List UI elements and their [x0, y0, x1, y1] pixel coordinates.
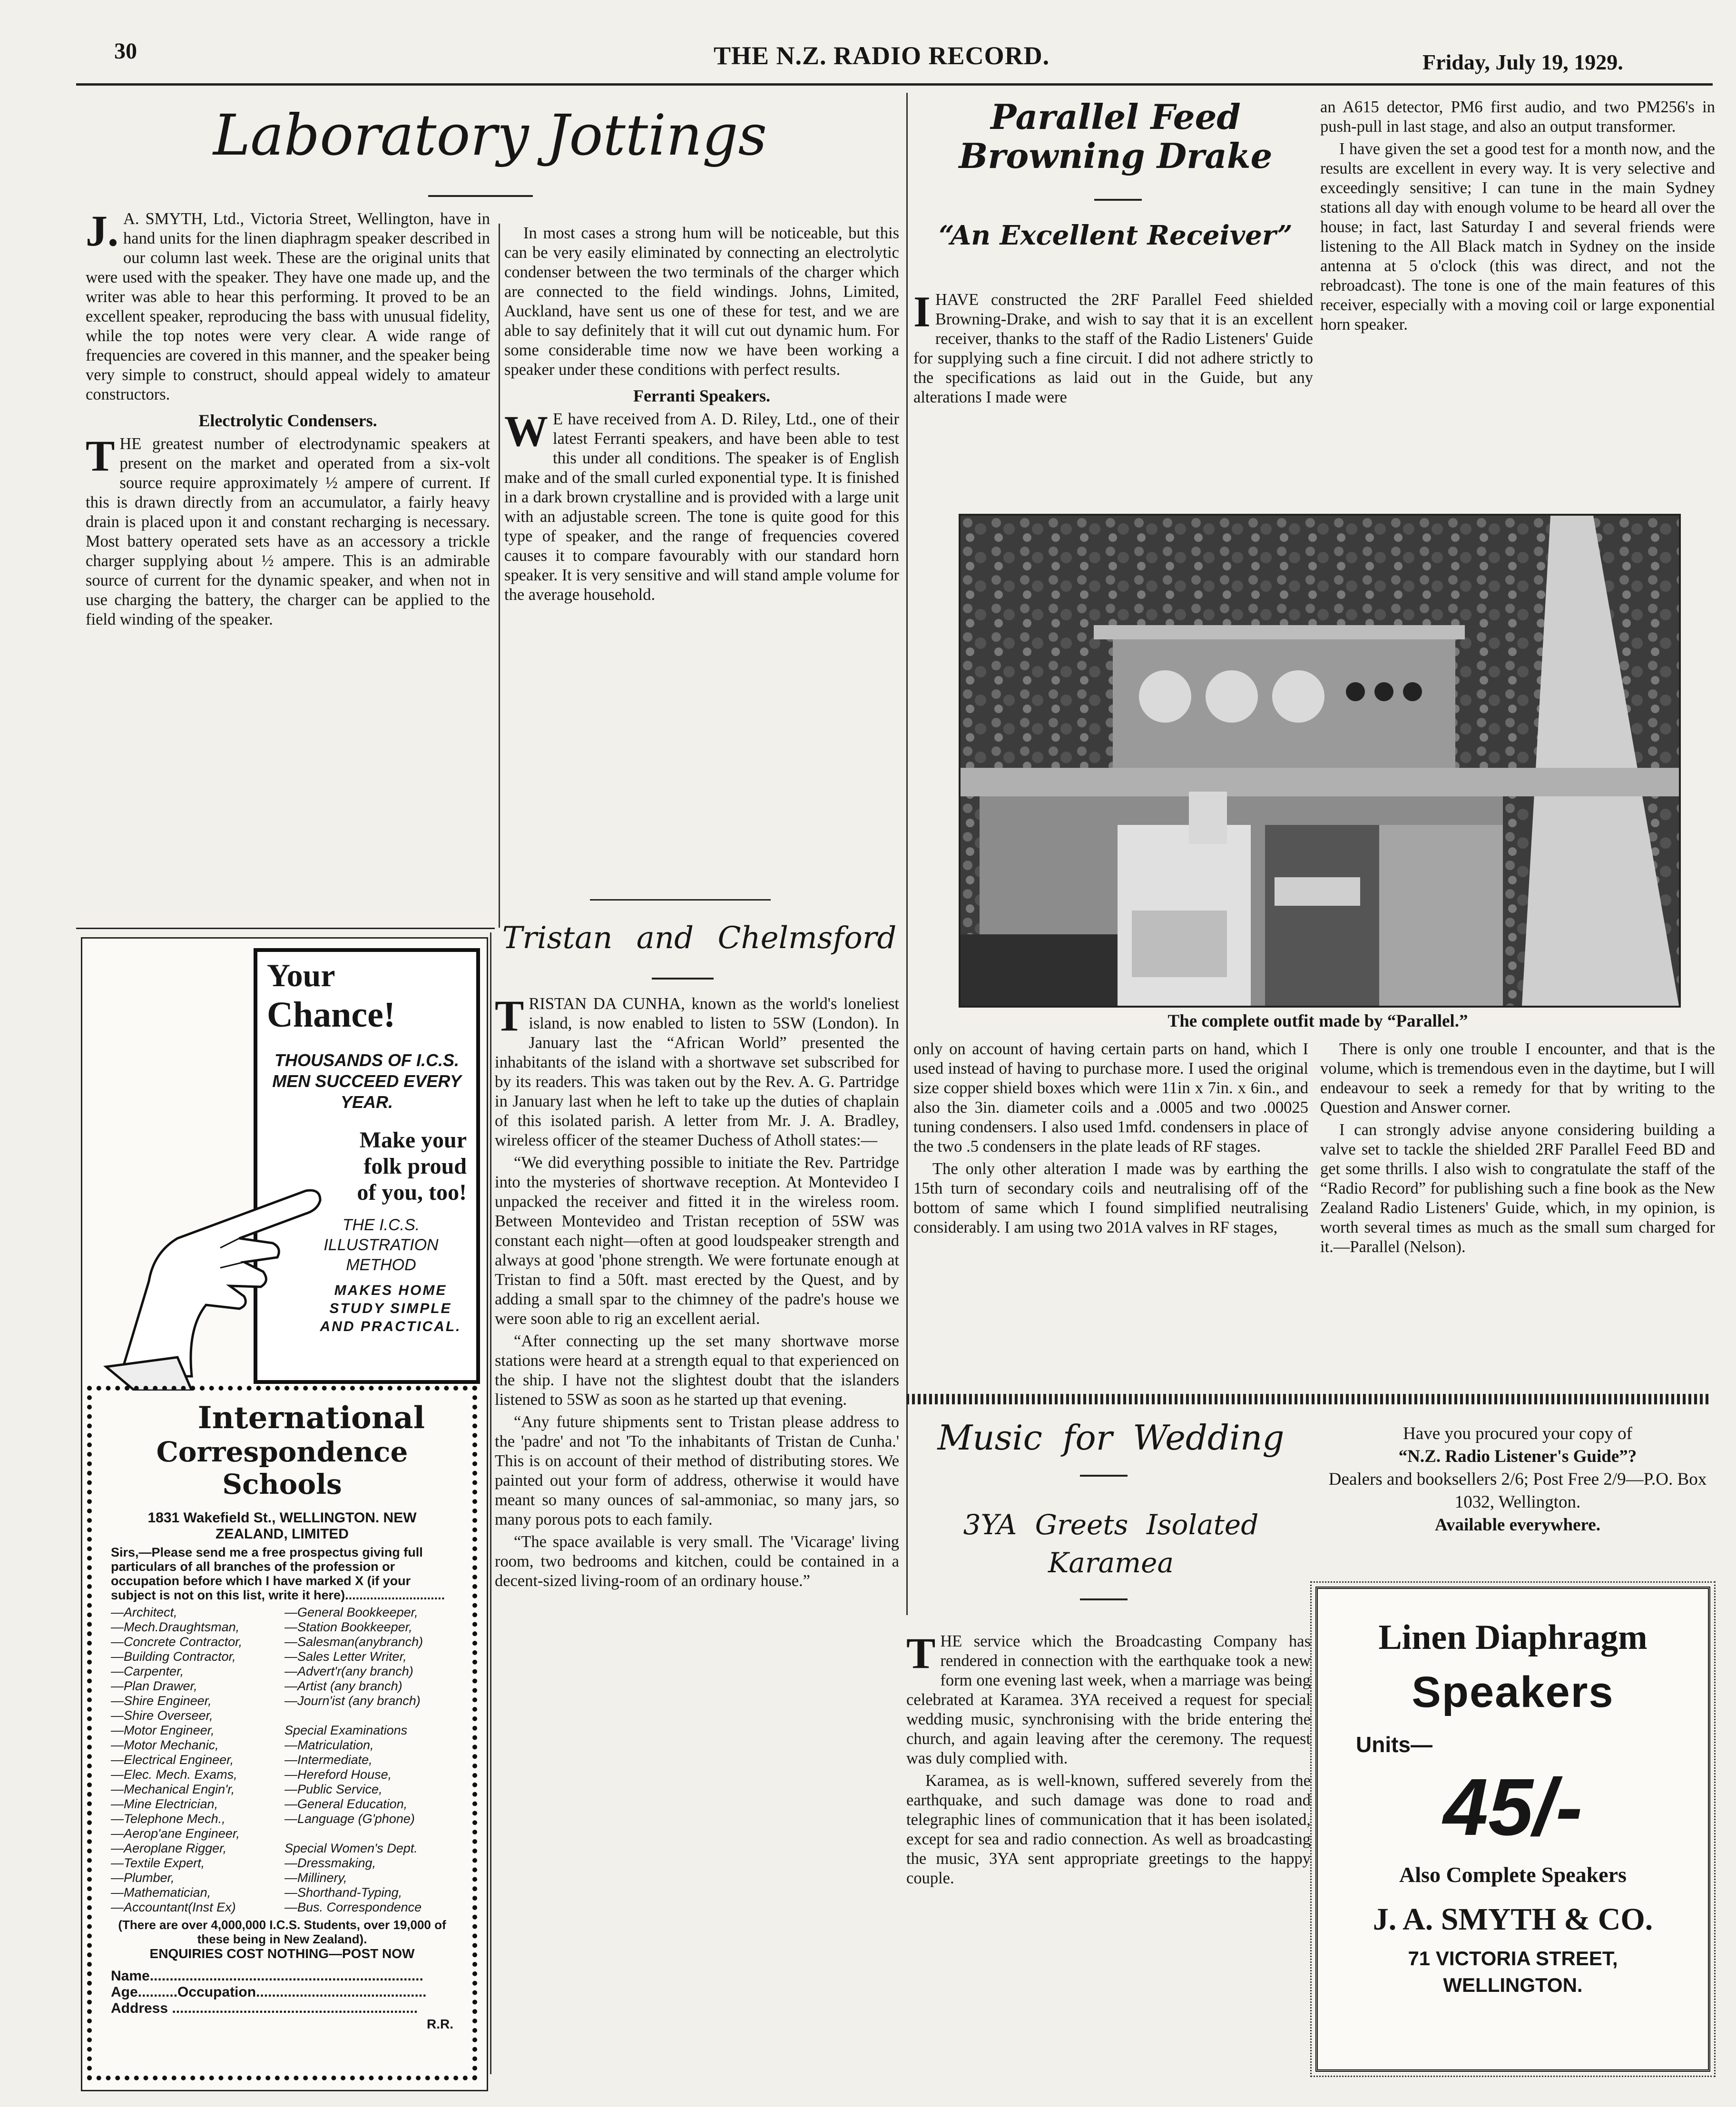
- ics-address-field[interactable]: Address ..............................................................: [111, 2000, 418, 2016]
- browning-col1: [913, 287, 1313, 410]
- ics-chance: Chance!: [267, 995, 396, 1035]
- ics-course-item[interactable]: —Language (G'phone): [284, 1812, 415, 1826]
- ics-course-item[interactable]: —Mine Electrician,: [111, 1797, 218, 1811]
- guide-line-2: “N.Z. Radio Listener's Guide”?: [1398, 1447, 1637, 1466]
- browning-col3-a: only on account of having certain parts on hand, which I used instead of having to purchase more. I used the original size copper shield boxes which were 11in x 7in. x 6in., and also the 3in. diameter coils and a .0005 and two .00025 tuning condensers. I also used 1mfd. condensers in place of the two .5 condensers in the plate leads of RF stages.: [913, 1040, 1308, 1156]
- tristan-title: Tristan and Chelmsford: [502, 921, 897, 956]
- browning-col3-b: The only other alteration I made was by earthing the 15th turn of secondary coils and neutralising off of the bottom of same which I found simplified neutralising considerably. I am using two 201A valves in RF stages,: [913, 1160, 1308, 1236]
- photo-caption: The complete outfit made by “Parallel.”: [1167, 1011, 1468, 1031]
- ics-course-item[interactable]: —Millinery,: [284, 1871, 347, 1885]
- ics-course-item[interactable]: —Journ'ist (any branch): [284, 1694, 421, 1708]
- smyth-line-2: Speakers: [1412, 1668, 1614, 1716]
- ics-course-item[interactable]: —Plan Drawer,: [111, 1679, 197, 1693]
- browning-subtitle: “An Excellent Receiver”: [939, 220, 1293, 251]
- browning-title: Parallel Feed Browning Drake: [959, 97, 1273, 176]
- lab-title: Laboratory Jottings: [213, 102, 767, 168]
- smyth-line-1: Linen Diaphragm: [1378, 1618, 1648, 1657]
- tristan-top-rule: [590, 899, 771, 901]
- ics-course-item[interactable]: —Architect,: [111, 1605, 177, 1619]
- ics-course-item[interactable]: —Station Bookkeeper,: [284, 1620, 412, 1634]
- ics-method: THE I.C.S. ILLUSTRATION METHOD: [324, 1216, 439, 1274]
- ics-course-item[interactable]: —Mechanical Engin'r,: [111, 1782, 235, 1796]
- lab-col1: [86, 206, 490, 632]
- ics-course-item[interactable]: —Accountant(Inst Ex): [111, 1900, 236, 1914]
- ics-thousands: THOUSANDS OF I.C.S. MEN SUCCEED EVERY YEAR.: [272, 1050, 461, 1112]
- lab-para-2: HE greatest number of electrodynamic speakers at present on the market and operated from a six-volt source require approximately ½ ampere of current. If this is drawn directly from an accumulator, a fairly heavy drain is placed upon it and constant recharging is necessary. Most battery operated sets have as an accessory a trickle charger supplying about ½ ampere. This is an admirable source of current for the dynamic speaker, and when not in use charging the battery, the charger can be applied to the field winding of the speaker.: [86, 435, 490, 628]
- ics-course-item[interactable]: —Motor Mechanic,: [111, 1738, 219, 1752]
- wedding-col: [906, 1629, 1311, 1891]
- ics-course-item[interactable]: —Advert'r(any branch): [284, 1664, 413, 1678]
- ics-course-item[interactable]: —Public Service,: [284, 1782, 383, 1796]
- ics-coupon: [87, 1386, 477, 2080]
- ics-course-item[interactable]: [284, 1708, 453, 1723]
- browning-col4: [1320, 1039, 1715, 1260]
- ics-rr: R.R.: [427, 2017, 453, 2031]
- ics-school-1: International: [197, 1400, 425, 1436]
- wedding-title: Music for Wedding: [937, 1418, 1285, 1458]
- ics-name-field[interactable]: Name.....................................................................: [111, 1968, 423, 1984]
- lab-para-4: E have received from A. D. Riley, Ltd., one of their latest Ferranti speakers, and have been able to test this under all conditions. The speaker is of English make and of the small curled exponential type. It is finished in a dark brown crystalline and is provided with a large unit with an adjustable screen. The tone is quite good for this type of speaker, and the range of frequencies covered causes it to compare favourably with our standard horn speaker. It is very sensitive and will stand ample volume for the average household.: [504, 410, 899, 604]
- browning-para-1: HAVE constructed the 2RF Parallel Feed shielded Browning-Drake, and wish to say that it is an excellent receiver, thanks to the staff of the Radio Listeners' Guide for supplying such a fine circuit. I did not adhere strictly to the specifications as laid out in the Guide, but any alterations I made were: [913, 291, 1313, 406]
- smyth-address-1: 71 VICTORIA STREET,: [1408, 1947, 1618, 1970]
- guide-line-3: Dealers and booksellers 2/6; Post Free 2/9—P.O. Box 1032, Wellington.: [1328, 1470, 1707, 1512]
- lab-bottom-rule: [76, 928, 495, 929]
- browning-col4-b: I can strongly advise anyone considering building a valve set to tackle the shielded 2RF Parallel Feed BD and get some thrills. I also wish to congratulate the staff of the “Radio Record” for publishing such a fine book as the New Zealand Radio Listeners' Guide, which, in my opinion, is worth several times as much as the small sum charged for it.—Parallel (Nelson).: [1320, 1121, 1715, 1256]
- ics-course-item[interactable]: —Artist (any branch): [284, 1679, 402, 1693]
- smyth-price: 45/-: [1443, 1762, 1583, 1852]
- tristan-para-4: “Any future shipments sent to Tristan please address to the 'padre' and not 'To the inhabitants of Tristan de Cunha.' This is on account of their method of distributing stores. We painted out your form of address, otherwise it would have meant so many ounces of sal-ammoniac, so many jars, so many porous pots to each family.: [495, 1413, 899, 1529]
- smyth-address-2: WELLINGTON.: [1443, 1974, 1583, 1996]
- ics-course-item[interactable]: —Dressmaking,: [284, 1856, 376, 1870]
- ics-course-item[interactable]: —Sales Letter Writer,: [284, 1649, 407, 1664]
- ics-address: 1831 Wakefield St., WELLINGTON. NEW ZEALAND, LIMITED: [147, 1510, 417, 1542]
- smyth-also: Also Complete Speakers: [1399, 1862, 1627, 1887]
- lab-para-3: In most cases a strong hum will be noticeable, but this can be very easily eliminated by connecting an electrolytic condenser between the two terminals of the charger which are connected to the field windings. Johns, Limited, Auckland, have sent us one of these for test, and we are able to say definitely that it will cut out dynamic hum. For some considerable time now we have been working a speaker under these conditions with perfect results.: [504, 224, 899, 379]
- guide-notice: [1315, 1422, 1720, 1537]
- header-rule: [76, 83, 1713, 86]
- tristan-dropcap-t: T: [495, 991, 524, 1040]
- ics-course-item[interactable]: —Motor Engineer,: [111, 1723, 215, 1737]
- ics-course-item[interactable]: —Textile Expert,: [111, 1856, 205, 1870]
- browning-bottom-divider: [906, 1394, 1710, 1404]
- ics-make-2: folk proud: [363, 1154, 467, 1179]
- ics-make-3: of you, too!: [357, 1180, 467, 1205]
- ics-course-item[interactable]: —Hereford House,: [284, 1767, 392, 1782]
- smyth-units: Units—: [1356, 1732, 1432, 1757]
- ics-your: Your: [267, 957, 335, 993]
- tristan-para-2: “We did everything possible to initiate the Rev. Partridge into the mysteries of shortwave reception. At Montevideo I unpacked the receiver and fitted it in the wireless room. Between Montevideo and Tristan reception of 5SW was constant each night—often at good loudspeaker strength and always at good 'phone strength. We were fortunate enough at Tristan to find a 50ft. mast erected by the Quest, and by adding a small spar to the chimney of the padre's house we were soon able to rig an excellent aerial.: [495, 1154, 899, 1328]
- ics-course-item[interactable]: Special Examinations: [284, 1723, 408, 1737]
- ics-course-item[interactable]: —Shire Overseer,: [111, 1708, 213, 1723]
- ics-ad: [81, 937, 488, 2091]
- ics-course-list: [111, 1605, 453, 1915]
- ics-right-rule: [490, 932, 491, 2074]
- ics-course-item[interactable]: Special Women's Dept.: [284, 1841, 418, 1855]
- ics-course-item[interactable]: —Plumber,: [111, 1871, 175, 1885]
- wedding-subtitle-rule: [1080, 1598, 1128, 1600]
- ics-course-item[interactable]: —Electrical Engineer,: [111, 1753, 234, 1767]
- electrolytic-heading: Electrolytic Condensers.: [198, 411, 377, 430]
- radio-outfit-photo: [959, 514, 1681, 1008]
- ics-makes: MAKES HOME STUDY SIMPLE AND PRACTICAL.: [320, 1283, 461, 1334]
- ics-school-2: Correspondence Schools: [156, 1436, 408, 1500]
- lab-title-rule: [428, 195, 533, 197]
- ics-course-item[interactable]: —Matriculation,: [284, 1738, 374, 1752]
- ics-course-item[interactable]: [284, 1826, 453, 1841]
- smyth-speaker-ad: [1315, 1587, 1710, 2072]
- browning-dropcap-i: I: [913, 287, 931, 336]
- browning-title-rule: [1094, 199, 1142, 201]
- lab-col2: [504, 224, 899, 608]
- tristan-col: [495, 991, 899, 1594]
- tristan-para-1: RISTAN DA CUNHA, known as the world's loneliest island, is now enabled to listen to 5SW (London). In January last the “African World” presented the inhabitants of the island with a shortwave set subscribed for by its readers. This was taken out by the Rev. A. G. Partridge in January last when he left to take up the duties of chaplain of this isolated parish. A letter from Mr. J. A. Bradley, wireless officer of the steamer Duchess of Atholl states:—: [495, 995, 899, 1149]
- page-header: [0, 29, 1736, 81]
- lab-col-rule: [499, 224, 500, 928]
- ics-course-item[interactable]: —Building Contractor,: [111, 1649, 236, 1664]
- radio-outfit-image: [961, 516, 1679, 1006]
- browning-col2: [1320, 98, 1715, 337]
- browning-col2-b: I have given the set a good test for a month now, and the results are excellent in every way. It is very selective and exceedingly sensitive; I can tune in the main Sydney stations all day with enough volume to be heard all over the house; in fact, last Saturday I and several friends were listening to the All Black match in Sydney on the inside antenna at 5 o'clock (this was direct, and not the rebroadcast). The tone is one of the main features of this receiver, especially with a moving coil or large exponential horn speaker.: [1320, 140, 1715, 333]
- ics-course-item[interactable]: —Concrete Contractor,: [111, 1635, 243, 1649]
- ics-course-item[interactable]: —Mathematician,: [111, 1885, 211, 1900]
- ferranti-heading: Ferranti Speakers.: [633, 386, 770, 405]
- wedding-subtitle: 3YA Greets Isolated Karamea: [963, 1509, 1259, 1579]
- ics-age-field[interactable]: Age..........Occupation...........................................: [111, 1984, 427, 2000]
- issue-date: Friday, July 19, 1929.: [1422, 50, 1623, 74]
- page-number: 30: [114, 39, 137, 64]
- browning-col4-a: There is only one trouble I encounter, and that is the volume, which is tremendous even in the daytime, but I will endeavour to seek a remedy for that by writing to the Question and Answer corner.: [1320, 1040, 1715, 1117]
- wedding-para-1: HE service which the Broadcasting Company has rendered in connection with the earthquake took a new form one evening last week, when a marriage was being celebrated at Karamea. 3YA received a request for special wedding music, synchronising with the bride entering the church, and again leaving after the ceremony. The request was duly complied with.: [906, 1632, 1311, 1767]
- smyth-company: J. A. SMYTH & CO.: [1373, 1902, 1653, 1937]
- ics-course-item[interactable]: —General Bookkeeper,: [284, 1605, 418, 1619]
- ics-course-item[interactable]: —Shorthand-Typing,: [284, 1885, 402, 1900]
- tristan-title-rule: [652, 978, 714, 980]
- ics-course-item[interactable]: —Shire Engineer,: [111, 1694, 212, 1708]
- lab-para-1: A. SMYTH, Ltd., Victoria Street, Wellington, have in hand units for the linen diaphragm speaker described in our column last week. These are the original units that were used with the speaker. They have one made up, and the writer was able to hear this performing. It proved to be an excellent speaker, reproducing the bass with unusual fidelity, while the top notes were very clear. A wide range of frequencies are covered in this manner, and the speaker being very simple to construct, should appeal widely to amateur constructors.: [86, 210, 490, 403]
- ics-course-item[interactable]: —Mech.Draughtsman,: [111, 1620, 240, 1634]
- ics-course-item[interactable]: —Aeroplane Rigger,: [111, 1841, 227, 1855]
- browning-col2-a: an A615 detector, PM6 first audio, and two PM256's in push-pull in last stage, and also an output transformer.: [1320, 98, 1715, 136]
- masthead: THE N.Z. RADIO RECORD.: [714, 41, 1050, 70]
- browning-left-rule: [906, 93, 908, 1615]
- ics-course-item[interactable]: —Telephone Mech.,: [111, 1812, 226, 1826]
- lab-dropcap-t: T: [86, 431, 115, 480]
- guide-line-1: Have you procured your copy of: [1403, 1424, 1632, 1443]
- tristan-para-5: “The space available is very small. The 'Vicarage' living room, two bedrooms and kitchen, could be contained in a decent-sized living-room of an ordinary house.”: [495, 1533, 899, 1590]
- ics-intro: Sirs,—Please send me a free prospectus giving full particulars of all branches of the profession or occupation before which I have marked X (if your subject is not on this list, write it here)............................: [111, 1545, 445, 1602]
- wedding-title-rule: [1080, 1475, 1128, 1477]
- wedding-para-2: Karamea, as is well-known, suffered severely from the earthquake, and such damage was done to road and telegraphic lines of communication that it has been isolated, except for sea and radio connection. As well as broadcasting the music, 3YA sent appropriate greetings to the happy couple.: [906, 1772, 1311, 1887]
- wedding-dropcap-t: T: [906, 1629, 936, 1677]
- ics-course-item[interactable]: —Carpenter,: [111, 1664, 184, 1678]
- ics-course-item[interactable]: —Aerop'ane Engineer,: [111, 1826, 240, 1841]
- tristan-para-3: “After connecting up the set many shortwave morse stations were heard at a strength equal to that experienced on the ship. I have not the slightest doubt that the islanders listened to 5SW as soon as he started up that evening.: [495, 1332, 899, 1409]
- ics-enquiries: ENQUIRIES COST NOTHING—POST NOW: [149, 1946, 415, 1961]
- lab-dropcap-w: W: [504, 407, 548, 455]
- ics-course-item[interactable]: —Intermediate,: [284, 1753, 373, 1767]
- ics-course-item[interactable]: —Salesman(anybranch): [284, 1635, 423, 1649]
- ics-make-1: Make your: [359, 1127, 467, 1153]
- guide-line-4: Available everywhere.: [1435, 1515, 1600, 1535]
- browning-col3: [913, 1039, 1308, 1240]
- ics-students: (There are over 4,000,000 I.C.S. Students, over 19,000 of these being in New Zealand).: [118, 1918, 446, 1946]
- lab-dropcap-j: J.: [86, 206, 118, 255]
- ics-course-item[interactable]: —General Education,: [284, 1797, 408, 1811]
- ics-course-item[interactable]: —Bus. Correspondence: [284, 1900, 422, 1914]
- ics-course-item[interactable]: —Elec. Mech. Exams,: [111, 1767, 237, 1782]
- pointing-hand-illustration: [82, 1081, 330, 1391]
